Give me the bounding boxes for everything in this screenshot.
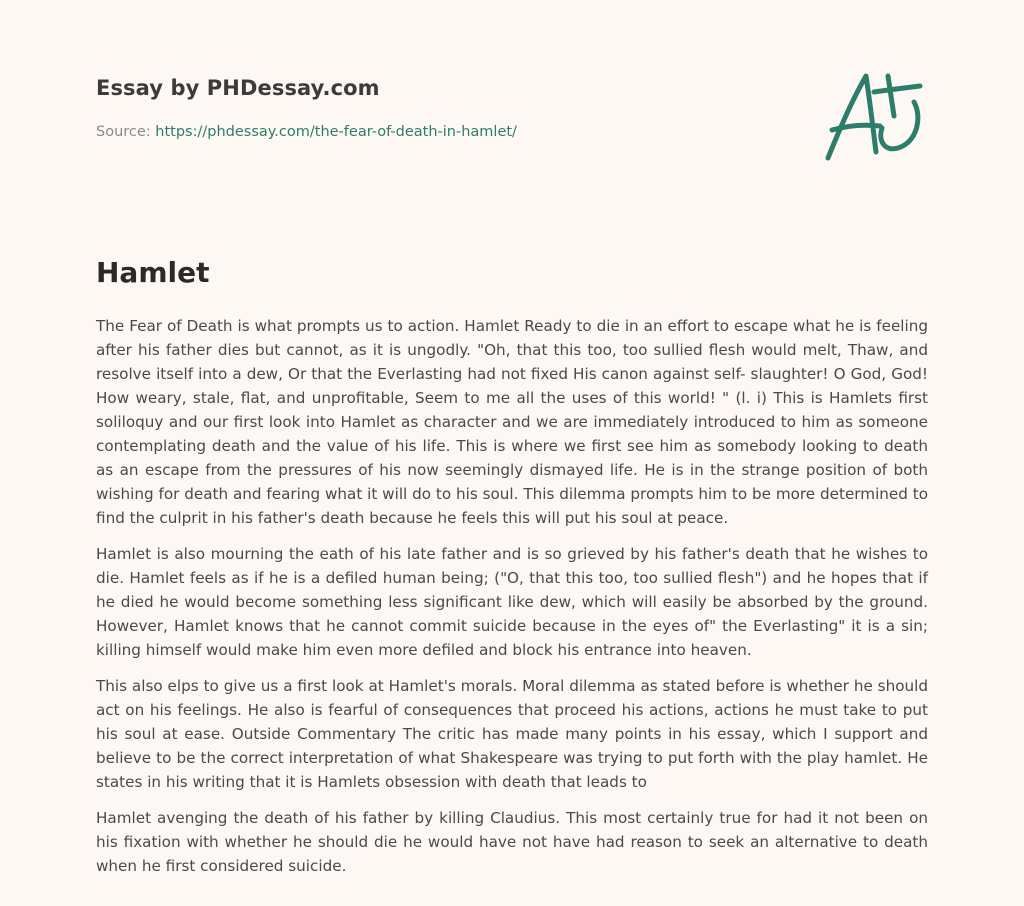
a-plus-grade-icon xyxy=(818,66,930,166)
essay-paragraph: This also elps to give us a first look at Hamlet's morals. Moral dilemma as stated before is whether he should act on his feelings. He also is fearful of consequences that proceed his actions, actions he must take to put his soul at ease. Outside Commentary The critic has made many points in his essay, which I support and believe to be the correct interpretation of what Shakespeare was trying to put forth with the play hamlet. He states in his writing that it is Hamlets obsession with death that leads to xyxy=(96,677,928,791)
essay-body xyxy=(96,314,928,890)
source-label: Source: xyxy=(96,124,151,140)
essay-paragraph: The Fear of Death is what prompts us to action. Hamlet Ready to die in an effort to escape what he is feeling after his father dies but cannot, as it is ungodly. "Oh, that this too, too sullied flesh would melt, Thaw, and resolve itself into a dew, Or that the Everlasting had not fixed His canon against self- slaughter! O God, God! How weary, stale, flat, and unprofitable, Seem to me all the uses of this world! " (l. i) This is Hamlets first soliloquy and our first look into Hamlet as character and we are immediately introduced to him as someone contemplating death and the value of his life. This is where we first see him as somebody looking to death as an escape from the pressures of his now seemingly dismayed life. He is in the strange position of both wishing for death and fearing what it will do to his soul. This dilemma prompts him to be more determined to find the culprit in his father's death because he feels this will put his soul at peace. xyxy=(96,317,928,527)
essay-paragraph: Hamlet avenging the death of his father by killing Claudius. This most certainly true for had it not been on his fixation with whether he should die he would have not have had reason to seek an alternative to death when he first considered suicide. xyxy=(96,809,928,875)
essay-title: Hamlet xyxy=(96,256,210,289)
essay-paragraph: Hamlet is also mourning the eath of his late father and is so grieved by his father's death that he wishes to die. Hamlet feels as if he is a defiled human being; ("O, that this too, too sullied flesh") and he hopes that if he died he would become something less significant like dew, which will easily be absorbed by the ground. However, Hamlet knows that he cannot commit suicide because in the eyes of" the Everlasting" it is a sin; killing himself would make him even more defiled and block his entrance into heaven. xyxy=(96,545,928,659)
source-line xyxy=(96,124,517,140)
site-title: Essay by PHDessay.com xyxy=(96,76,380,100)
source-link[interactable]: https://phdessay.com/the-fear-of-death-in-hamlet/ xyxy=(155,124,517,140)
